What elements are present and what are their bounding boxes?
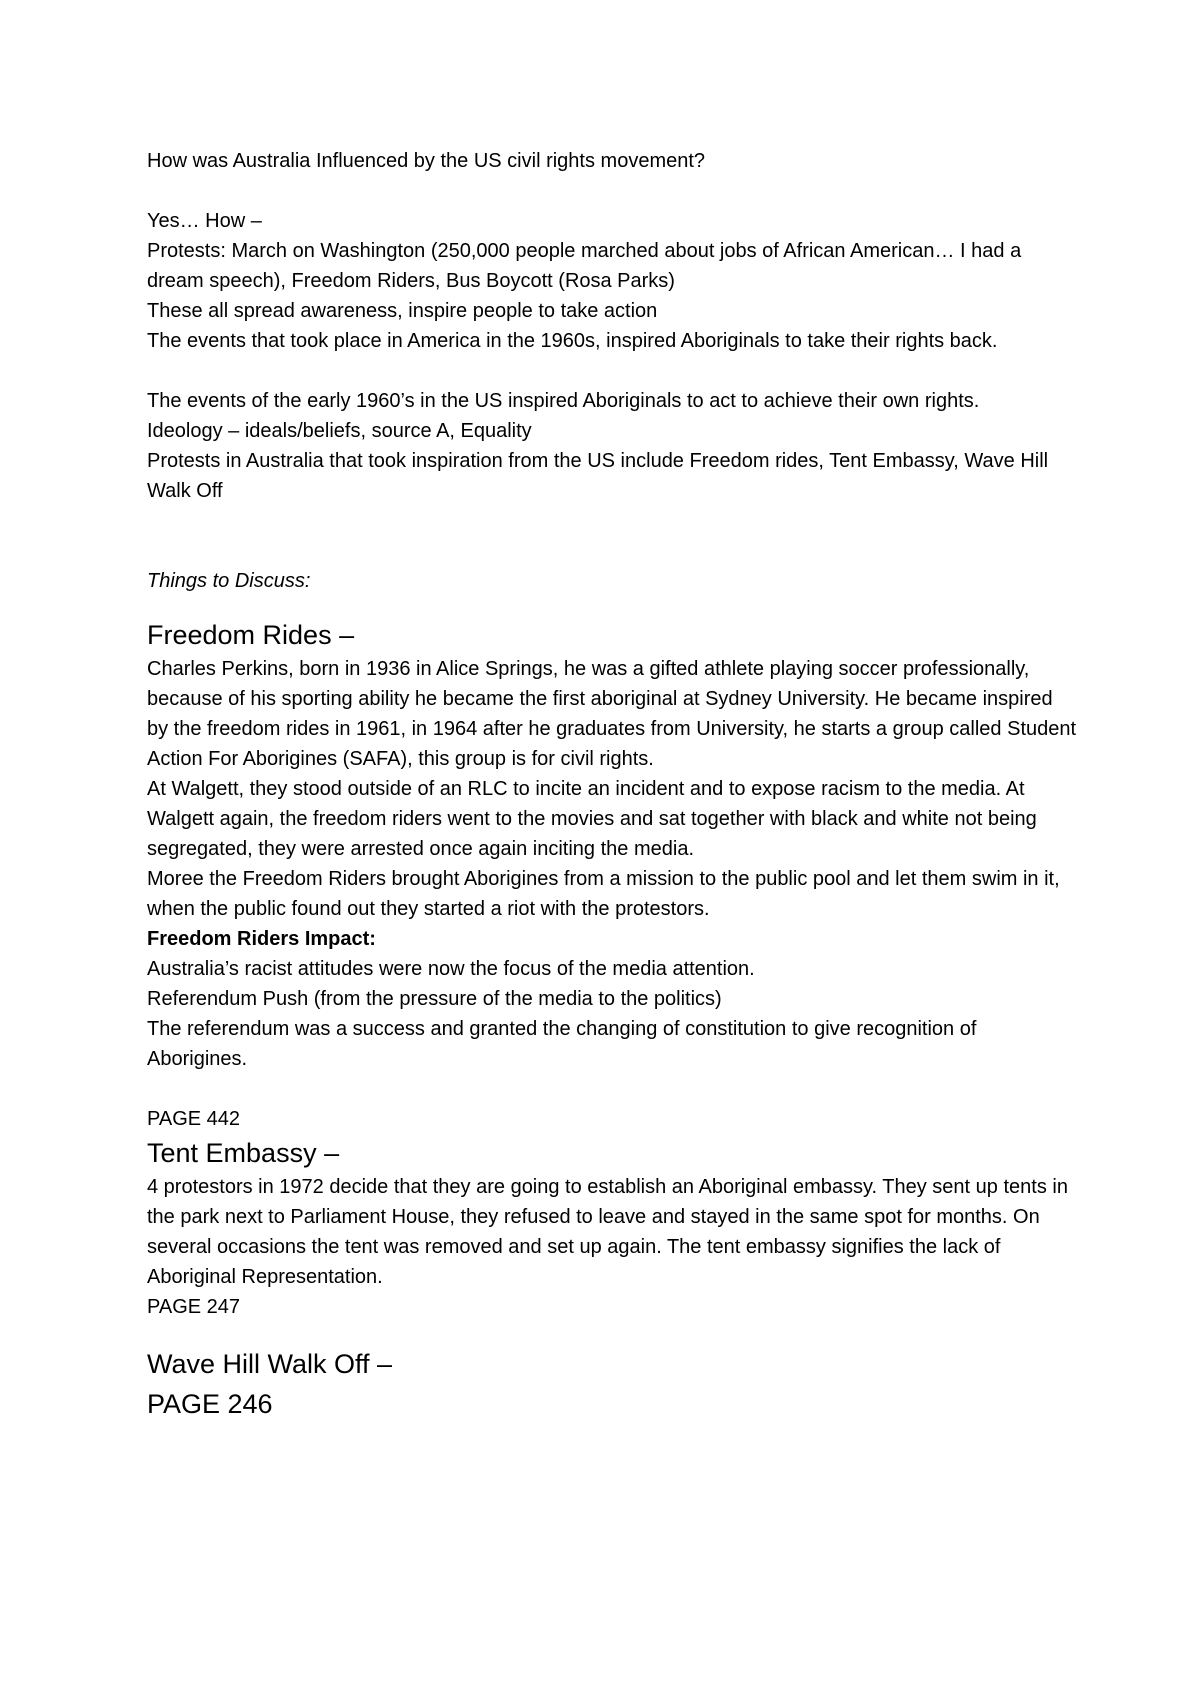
page-reference: PAGE 247 [147, 1296, 241, 1318]
intro-line: Ideology – ideals/beliefs, source A, Equality [147, 420, 532, 442]
impact-line: Referendum Push (from the pressure of the media to the politics) [147, 988, 722, 1010]
intro-line: These all spread awareness, inspire people to take action [147, 300, 658, 322]
document-page [147, 146, 1077, 1424]
wave-hill-page: PAGE 246 [147, 1389, 273, 1419]
tent-embassy-paragraph: 4 protestors in 1972 decide that they are going to establish an Aboriginal embassy. They sent up tents in the park next to Parliament House, they refused to leave and stayed in the same spot for months. On several occasions the tent was removed and set up again. The tent embassy signifies the lack of Aboriginal Representation. [147, 1176, 1068, 1288]
intro-line: The events of the early 1960’s in the US inspired Aboriginals to act to achieve their own rights. [147, 390, 980, 412]
freedom-rides-paragraph: Charles Perkins, born in 1936 in Alice Springs, he was a gifted athlete playing soccer professionally, because of his sporting ability he became the first aboriginal at Sydney University. He became inspired by the freedom rides in 1961, in 1964 after he graduates from University, he starts a group called Student Action For Aborigines (SAFA), this group is for civil rights. [147, 658, 1077, 770]
intro-line: Protests: March on Washington (250,000 people marched about jobs of African American… I had a dream speech), Freedom Riders, Bus Boycott (Rosa Parks) [147, 240, 1022, 292]
intro-line: Yes… How – [147, 210, 262, 232]
impact-line: The referendum was a success and granted the changing of constitution to give recognition of Aborigines. [147, 1018, 977, 1070]
discuss-label: Things to Discuss: [147, 570, 311, 592]
tent-embassy-heading: Tent Embassy – [147, 1138, 340, 1168]
impact-label: Freedom Riders Impact: [147, 928, 376, 950]
intro-line: Protests in Australia that took inspiration from the US include Freedom rides, Tent Embassy, Wave Hill Walk Off [147, 450, 1049, 502]
freedom-rides-paragraph: At Walgett, they stood outside of an RLC to incite an incident and to expose racism to the media. At Walgett again, the freedom riders went to the movies and sat together with black and white not being segregated, they were arrested once again inciting the media. [147, 778, 1037, 860]
wave-hill-heading: Wave Hill Walk Off – [147, 1349, 393, 1379]
intro-line: The events that took place in America in the 1960s, inspired Aboriginals to take their rights back. [147, 330, 998, 352]
document-title: How was Australia Influenced by the US civil rights movement? [147, 150, 706, 172]
page-reference: PAGE 442 [147, 1108, 241, 1130]
impact-line: Australia’s racist attitudes were now the focus of the media attention. [147, 958, 755, 980]
freedom-rides-paragraph: Moree the Freedom Riders brought Aborigines from a mission to the public pool and let them swim in it, when the public found out they started a riot with the protestors. [147, 868, 1060, 920]
freedom-rides-heading: Freedom Rides – [147, 620, 355, 650]
